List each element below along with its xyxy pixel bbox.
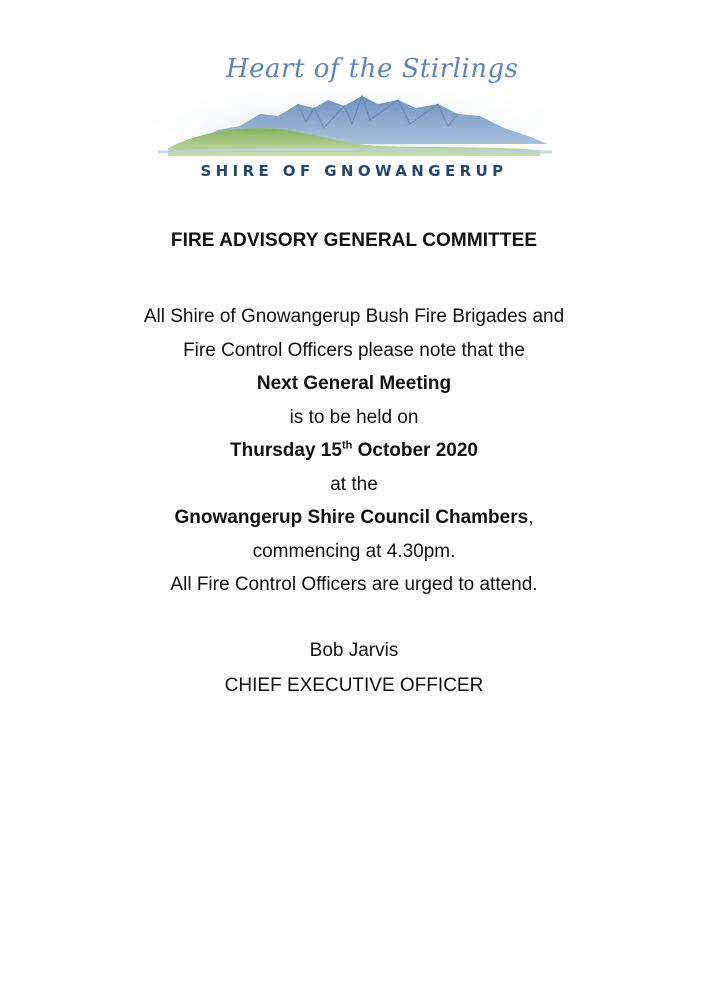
meeting-time: commencing at 4.30pm.: [252, 540, 456, 562]
signatory-name: Bob Jarvis: [309, 640, 399, 661]
meeting-notice: [0, 300, 708, 602]
attendance-request: All Fire Control Officers are urged to attend.: [170, 574, 538, 595]
shire-logo: [148, 44, 560, 184]
date-month-year: October 2020: [352, 440, 478, 461]
notice-line-1: All Shire of Gnowangerup Bush Fire Brigades and: [143, 306, 565, 327]
page-title: FIRE ADVISORY GENERAL COMMITTEE: [170, 230, 538, 251]
meeting-date: [0, 434, 708, 468]
venue-comma: ,: [528, 507, 534, 528]
date-ordinal-suffix: th: [341, 439, 353, 452]
notice-line-2: Fire Control Officers please note that the: [183, 339, 525, 361]
organisation-name: SHIRE OF GNOWANGERUP: [200, 162, 508, 180]
meeting-name: Next General Meeting: [256, 373, 452, 394]
signatory-title: CHIEF EXECUTIVE OFFICER: [224, 675, 484, 696]
meeting-venue: Gnowangerup Shire Council Chambers: [174, 507, 529, 528]
held-on-text: is to be held on: [289, 406, 419, 428]
meeting-venue-line: [0, 501, 708, 535]
date-weekday: Thursday 15: [230, 440, 342, 461]
at-the-text: at the: [330, 473, 378, 495]
signature-block: [0, 633, 708, 703]
logo-script-text: Heart of the Stirlings: [226, 54, 519, 84]
